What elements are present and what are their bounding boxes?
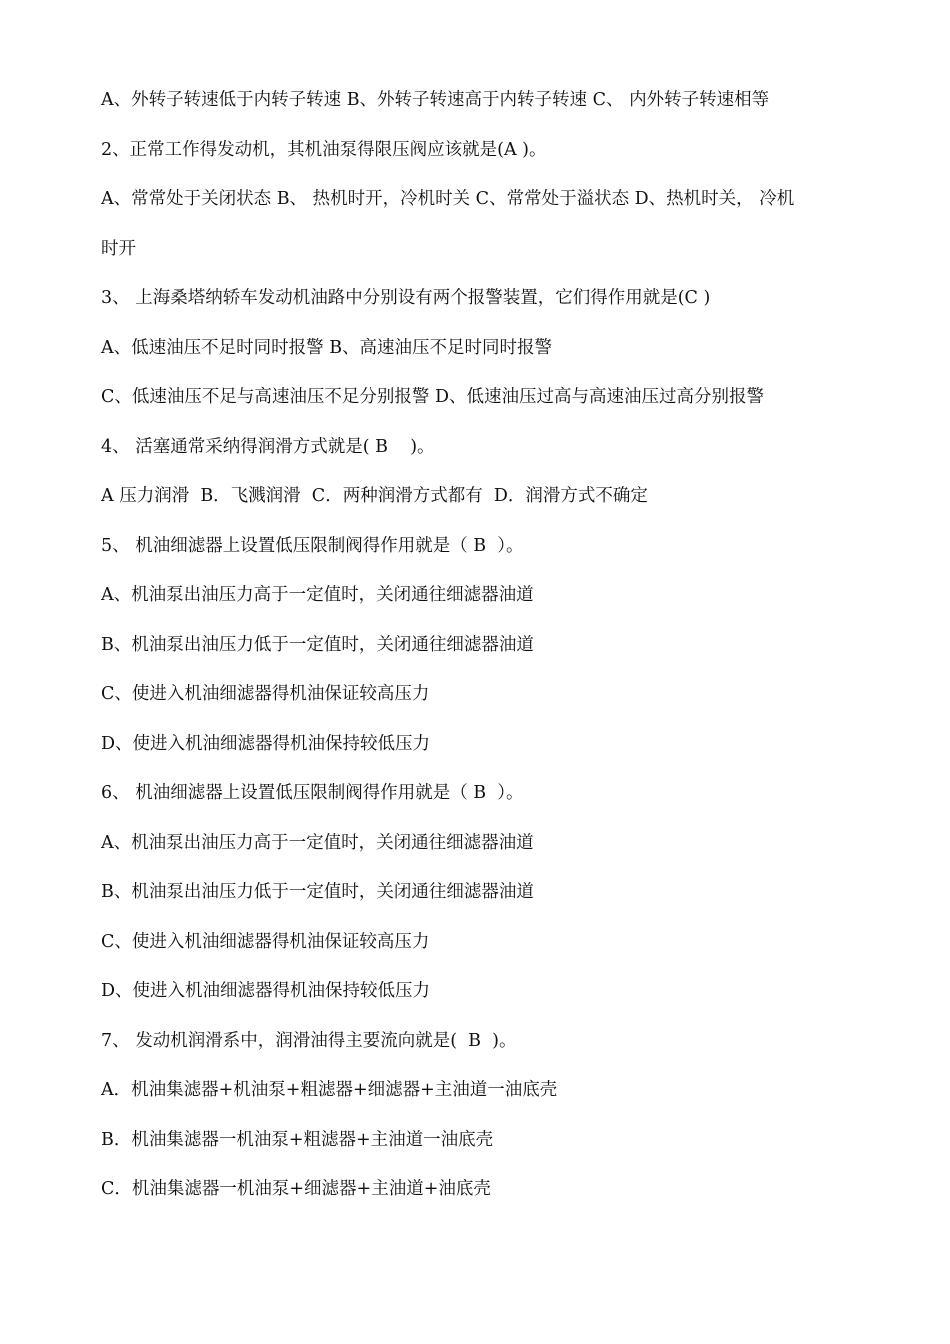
question-5-option-c: C、使进入机油细滤器得机油保证较高压力: [101, 684, 430, 704]
question-7-option-c: C．机油集滤器一机油泵+细滤器+主油道+油底壳: [101, 1179, 491, 1199]
question-3-options-cd: C、低速油压不足与高速油压不足分别报警 D、低速油压过高与高速油压过高分别报警: [101, 387, 764, 407]
question-7-option-b: B．机油集滤器一机油泵+粗滤器+主油道一油底壳: [101, 1129, 494, 1150]
question-3: 3、 上海桑塔纳轿车发动机油路中分别设有两个报警装置，它们得作用就是(C ): [101, 288, 711, 308]
question-6: 6、 机油细滤器上设置低压限制阀得作用就是（ B ）。: [101, 783, 524, 803]
question-6-option-b: B、机油泵出油压力低于一定值时，关闭通往细滤器油道: [101, 882, 534, 902]
question-7: 7、 发动机润滑系中，润滑油得主要流向就是( B )。: [101, 1030, 517, 1051]
question-2-options: A、常常处于关闭状态 B、 热机时开，冷机时关 C、常常处于溢状态 D、热机时关， 冷机: [101, 189, 795, 209]
question-6-option-d: D、使进入机油细滤器得机油保持较低压力: [101, 981, 431, 1001]
option-line-rotor-speed: A、外转子转速低于内转子转速 B、外转子转速高于内转子转速 C、 内外转子转速相等: [101, 90, 770, 110]
question-6-option-a: A、机油泵出油压力高于一定值时，关闭通往细滤器油道: [101, 832, 534, 853]
question-2: 2、正常工作得发动机，其机油泵得限压阀应该就是(A )。: [101, 139, 547, 160]
question-3-options-ab: A、低速油压不足时同时报警 B、高速油压不足时同时报警: [101, 337, 553, 358]
question-4-options: A 压力润滑 B．飞溅润滑 C．两种润滑方式都有 D．润滑方式不确定: [101, 486, 648, 506]
question-5-option-b: B、机油泵出油压力低于一定值时，关闭通往细滤器油道: [101, 634, 534, 655]
question-5: 5、 机油细滤器上设置低压限制阀得作用就是（ B ）。: [101, 535, 524, 556]
question-6-option-c: C、使进入机油细滤器得机油保证较高压力: [101, 931, 430, 952]
question-4: 4、 活塞通常采纳得润滑方式就是( B )。: [101, 436, 435, 457]
question-text-block: [101, 88, 861, 1227]
question-5-option-d: D、使进入机油细滤器得机油保持较低压力: [101, 733, 431, 754]
question-5-option-a: A、机油泵出油压力高于一定值时，关闭通往细滤器油道: [101, 585, 534, 605]
question-2-options-continued: 时开: [101, 238, 136, 259]
question-7-option-a: A．机油集滤器+机油泵+粗滤器+细滤器+主油道一油底壳: [101, 1080, 558, 1100]
